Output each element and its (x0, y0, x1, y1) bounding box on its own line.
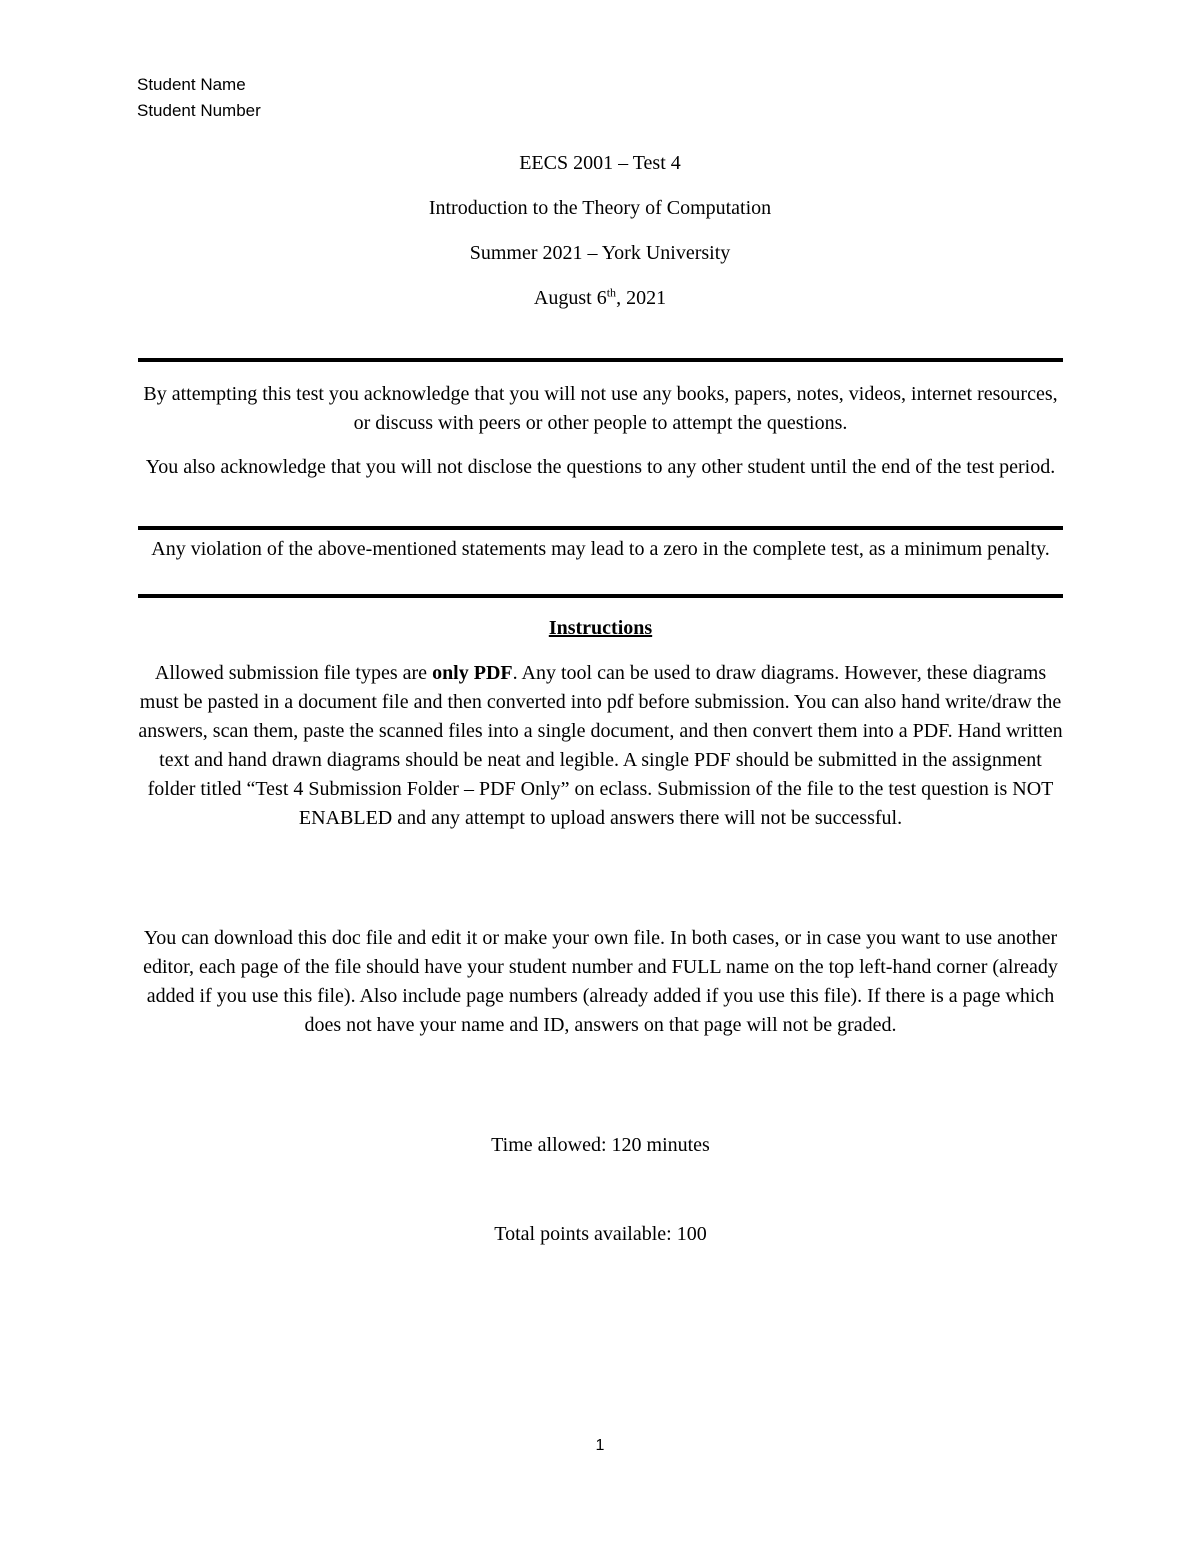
middle-divider (138, 526, 1063, 530)
instructions-p1-rest: . Any tool can be used to draw diagrams. However, these diagrams must be pasted in a document file and then converted into pdf before submission. You can also hand write/draw the answers, scan them, paste the scanned files into a single document, and then convert them into a PDF. Hand written text and hand drawn diagrams should be neat and legible. A single PDF should be submitted in the assignment folder titled “Test 4 Submission Folder – PDF Only” on eclass. Submission of the file to the test question is NOT ENABLED and any attempt to upload answers there will not be successful. (138, 662, 1063, 829)
student-number-label: Student Number (137, 101, 261, 120)
date-suffix: th (606, 285, 617, 300)
instructions-heading: Instructions (548, 617, 653, 639)
instructions-p1-bold: only PDF (432, 662, 513, 684)
student-name-label: Student Name (137, 75, 246, 94)
course-code-title: EECS 2001 – Test 4 (519, 152, 681, 174)
page-number: 1 (595, 1437, 605, 1454)
course-name: Introduction to the Theory of Computation (428, 197, 772, 219)
total-points: Total points available: 100 (494, 1223, 707, 1245)
bottom-divider (138, 594, 1063, 598)
top-divider (138, 358, 1063, 362)
violation-statement: Any violation of the above-mentioned statements may lead to a zero in the complete test, as a minimum penalty. (151, 538, 1050, 560)
acknowledgement-paragraph-2: You also acknowledge that you will not disclose the questions to any other student until the end of the test period. (145, 456, 1056, 478)
date-line (0, 285, 1200, 311)
instructions-p1-start: Allowed submission file types are (154, 662, 433, 684)
date-year: , 2021 (616, 287, 667, 309)
student-header (137, 72, 261, 124)
acknowledgement-paragraph-1: By attempting this test you acknowledge that you will not use any books, papers, notes, videos, internet resources, or discuss with peers or other people to attempt the questions. (143, 383, 1058, 434)
instructions-paragraph-1 (138, 659, 1063, 833)
term-line: Summer 2021 – York University (469, 242, 731, 264)
date-prefix: August 6 (533, 287, 607, 309)
time-allowed: Time allowed: 120 minutes (491, 1134, 710, 1156)
instructions-paragraph-2: You can download this doc file and edit it or make your own file. In both cases, or in case you want to use another editor, each page of the file should have your student number and FULL name on the top left-hand corner (already added if you use this file). Also include page numbers (already added if you use this file). If there is a page which does not have your name and ID, answers on that page will not be graded. (143, 927, 1058, 1036)
